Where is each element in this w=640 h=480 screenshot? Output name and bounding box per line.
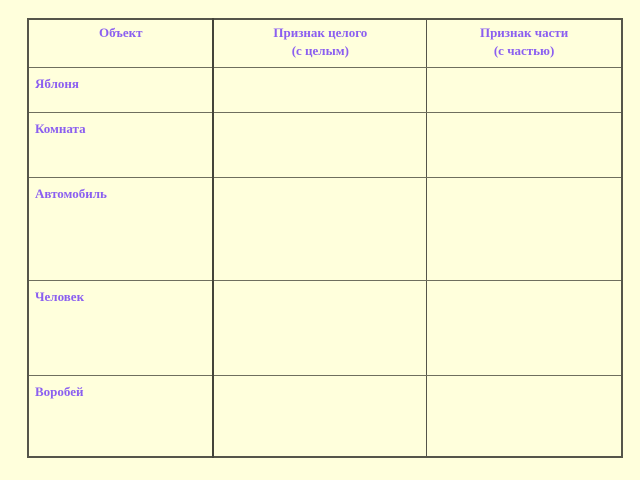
- header-whole-line2: (с целым): [291, 43, 349, 58]
- whole-cell[interactable]: [213, 178, 426, 281]
- header-row: [28, 19, 622, 68]
- table-row: [28, 68, 622, 113]
- part-cell[interactable]: [427, 178, 622, 281]
- object-cell: Яблоня: [28, 68, 213, 113]
- part-cell[interactable]: [427, 281, 622, 376]
- part-cell[interactable]: [427, 68, 622, 113]
- whole-cell[interactable]: [213, 68, 426, 113]
- table-row: [28, 178, 622, 281]
- object-features-table: [27, 18, 623, 458]
- header-object: [28, 19, 213, 68]
- whole-cell[interactable]: [213, 376, 426, 457]
- header-part-line1: Признак части: [479, 25, 569, 40]
- header-part-line2: (с частью): [493, 43, 555, 58]
- table-row: [28, 376, 622, 457]
- part-cell[interactable]: [427, 376, 622, 457]
- header-whole: [213, 19, 426, 68]
- part-cell[interactable]: [427, 113, 622, 178]
- header-object-label: Объект: [98, 25, 143, 40]
- table-row: [28, 113, 622, 178]
- object-cell: Автомобиль: [28, 178, 213, 281]
- object-cell: Человек: [28, 281, 213, 376]
- whole-cell[interactable]: [213, 281, 426, 376]
- whole-cell[interactable]: [213, 113, 426, 178]
- object-cell: Комната: [28, 113, 213, 178]
- header-part: [427, 19, 622, 68]
- object-cell: Воробей: [28, 376, 213, 457]
- table-row: [28, 281, 622, 376]
- header-whole-line1: Признак целого: [273, 25, 368, 40]
